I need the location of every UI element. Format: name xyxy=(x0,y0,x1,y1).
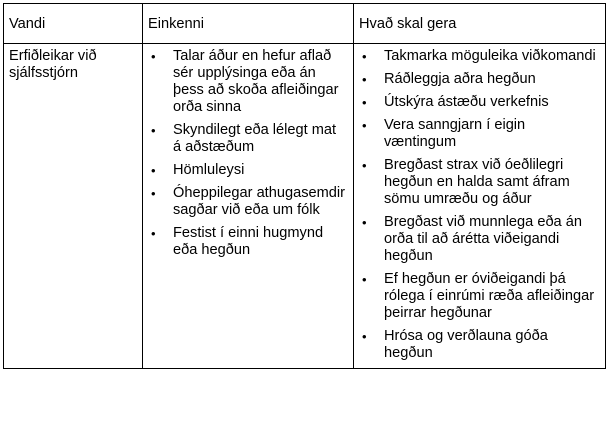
list-item-text: Bregðast við munnlega eða án orða til að árétta viðeigandi hegðun xyxy=(384,214,582,264)
bullet-icon: • xyxy=(362,72,367,87)
list-item-text: Ef hegðun er óviðeigandi þá rólega í einrúmi ræða afleiðingar þeirrar hegðunar xyxy=(384,271,595,321)
header-hvad-skal-gera: Hvað skal gera xyxy=(354,4,606,44)
header-vandi: Vandi xyxy=(4,4,143,44)
list-item xyxy=(148,48,347,116)
list-item-text: Ráðleggja aðra hegðun xyxy=(384,71,536,87)
bullet-icon: • xyxy=(362,118,367,133)
bullet-icon: • xyxy=(362,215,367,230)
list-item xyxy=(359,48,599,65)
list-item-text: Hömluleysi xyxy=(173,162,245,178)
list-item xyxy=(359,94,599,111)
list-item-text: Festist í einni hugmynd eða hegðun xyxy=(173,225,324,258)
list-item-text: Takmarka möguleika viðkomandi xyxy=(384,48,596,64)
list-item-text: Bregðast strax við óeðlilegri hegðun en halda samt áfram sömu umræðu og áður xyxy=(384,157,570,207)
problem-table xyxy=(3,3,606,369)
bullet-icon: • xyxy=(362,158,367,173)
cell-hvad-skal-gera xyxy=(354,44,606,369)
list-item xyxy=(148,162,347,179)
bullet-icon: • xyxy=(362,272,367,287)
bullet-icon: • xyxy=(151,123,156,138)
list-item xyxy=(148,225,347,259)
bullet-icon: • xyxy=(151,186,156,201)
list-item-text: Óheppilegar athugasemdir sagðar við eða um fólk xyxy=(173,185,345,218)
list-item-text: Hrósa og verðlauna góða hegðun xyxy=(384,328,548,361)
table-header-row xyxy=(4,4,606,44)
list-item-text: Útskýra ástæðu verkefnis xyxy=(384,94,549,110)
table-row xyxy=(4,44,606,369)
header-einkenni: Einkenni xyxy=(143,4,354,44)
bullet-icon: • xyxy=(362,95,367,110)
list-item-text: Skyndilegt eða lélegt mat á aðstæðum xyxy=(173,122,337,155)
list-item xyxy=(359,117,599,151)
list-item-text: Talar áður en hefur aflað sér upplýsinga eða án þess að skoða afleiðingar orða sinna xyxy=(173,48,339,115)
cell-einkenni xyxy=(143,44,354,369)
hvad-skal-gera-list xyxy=(359,48,599,362)
list-item xyxy=(148,185,347,219)
list-item xyxy=(359,271,599,322)
bullet-icon: • xyxy=(362,49,367,64)
list-item xyxy=(359,71,599,88)
list-item-text: Vera sanngjarn í eigin væntingum xyxy=(384,117,526,150)
list-item xyxy=(148,122,347,156)
bullet-icon: • xyxy=(151,49,156,64)
list-item xyxy=(359,328,599,362)
list-item xyxy=(359,214,599,265)
bullet-icon: • xyxy=(151,163,156,178)
cell-vandi: Erfiðleikar við sjálfsstjórn xyxy=(4,44,143,369)
einkenni-list xyxy=(148,48,347,259)
bullet-icon: • xyxy=(362,329,367,344)
list-item xyxy=(359,157,599,208)
bullet-icon: • xyxy=(151,226,156,241)
